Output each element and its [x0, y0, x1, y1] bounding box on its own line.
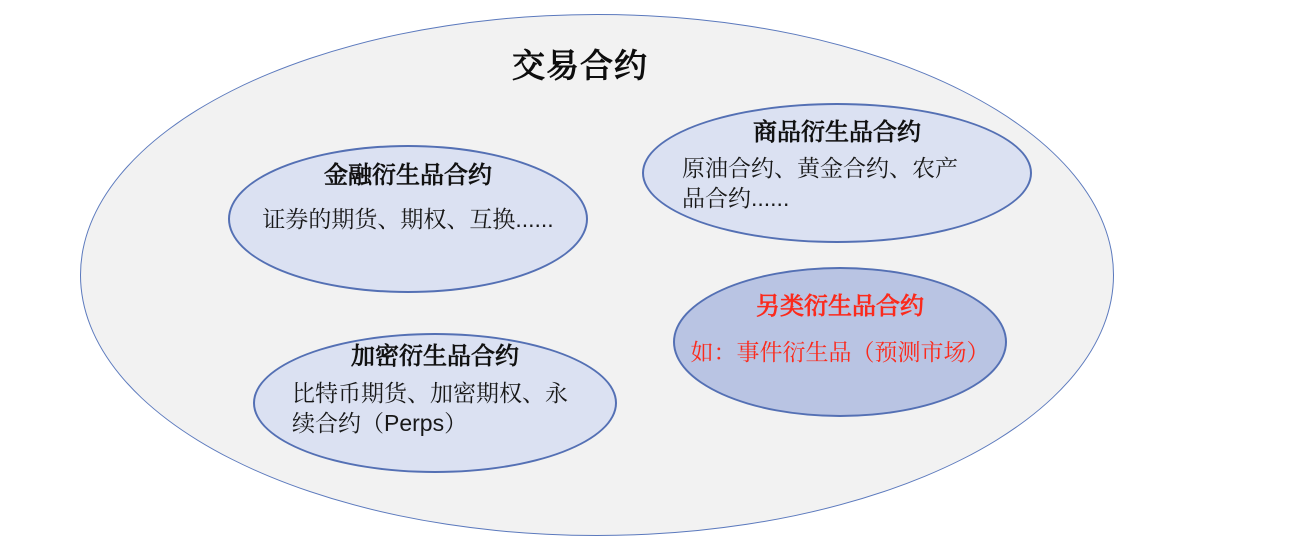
node-body-line: 续合约（Perps） [292, 410, 468, 436]
node-body-line: 比特币期货、加密期权、永 [292, 380, 568, 406]
node-title-alternative: 另类衍生品合约 [756, 293, 924, 320]
node-body-line: 证券的期货、期权、互换...... [262, 206, 554, 232]
node-body-line: 如：事件衍生品（预测市场） [690, 339, 990, 365]
node-title-commodity: 商品衍生品合约 [753, 119, 921, 146]
node-alternative-derivatives [673, 267, 1007, 417]
node-body-line: 品合约...... [682, 185, 790, 211]
node-body-financial [230, 204, 586, 234]
diagram-title: 交易合约 [512, 47, 648, 84]
node-crypto-derivatives [253, 333, 617, 473]
node-title-crypto: 加密衍生品合约 [351, 343, 519, 370]
node-body-line: 原油合约、黄金合约、农产 [682, 155, 958, 181]
node-commodity-derivatives [642, 103, 1032, 243]
node-title-financial: 金融衍生品合约 [324, 162, 492, 189]
node-body-crypto [292, 378, 607, 438]
node-financial-derivatives [228, 145, 588, 293]
outer-ellipse-trading-contracts [80, 14, 1114, 536]
node-body-alternative [675, 337, 1005, 367]
node-body-commodity [682, 153, 992, 213]
